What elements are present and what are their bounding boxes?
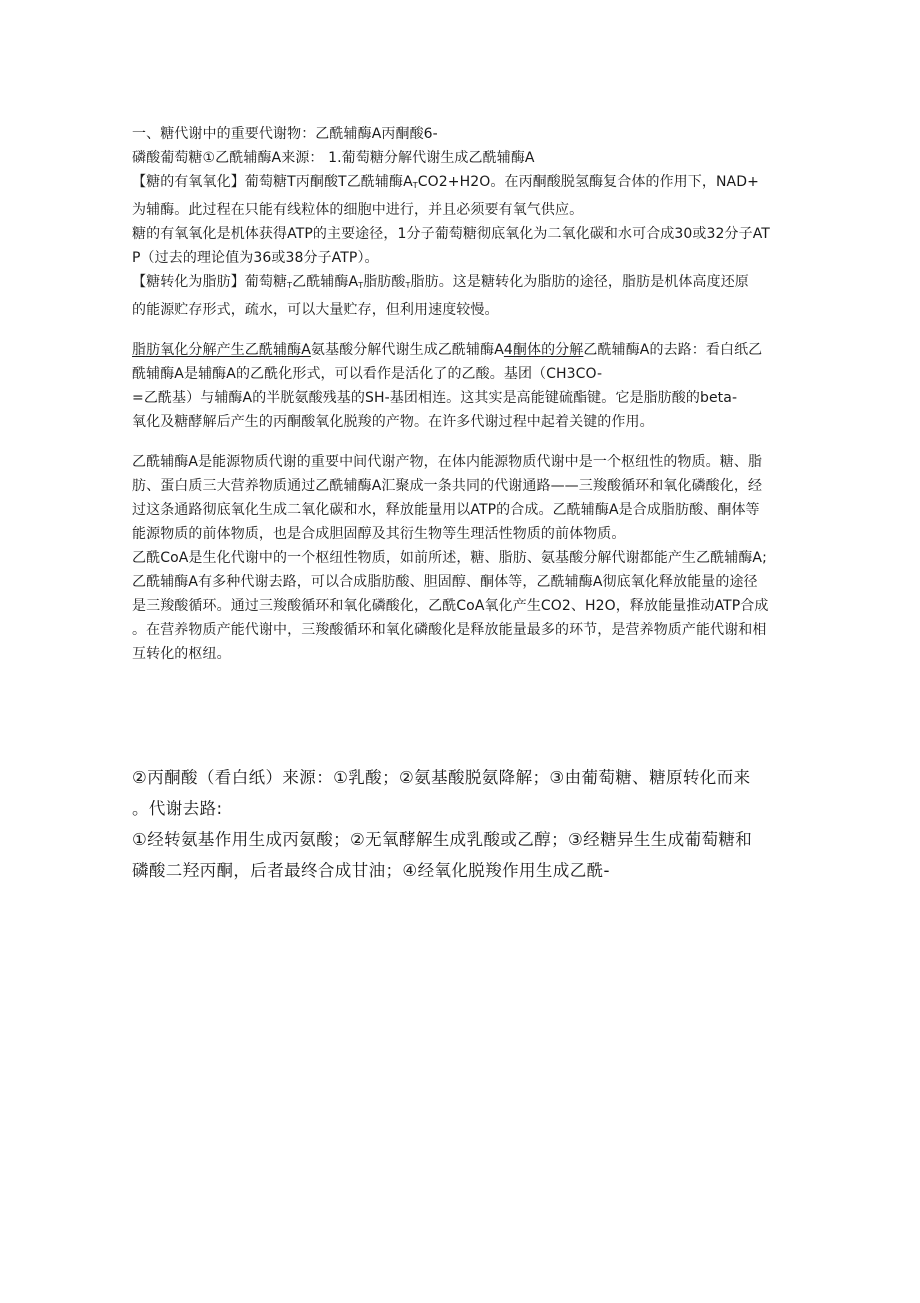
hub-line-5: 乙酰CoA是生化代谢中的一个枢纽性物质，如前所述，糖、脂肪、氨基酸分解代谢都能产生乙酰辅酶A; bbox=[132, 550, 767, 566]
hub-line-4: 能源物质的前体物质，也是合成胆固醇及其衍生物等生理活性物质的前体物质。 bbox=[132, 526, 626, 542]
aerobic-line-1: 【糖的有氧氧化】葡萄糖T丙酮酸T乙酰辅酶$A_TCO2+H2O$。在丙酮酸脱氢酶复合体的作用下，NAD+ bbox=[132, 174, 759, 190]
pyruvate-line-3: ①经转氨基作用生成丙氨酸；②无氧酵解生成乳酸或乙醇；③经糖异生生成葡萄糖和 bbox=[132, 830, 753, 849]
hub-line-1: 乙酰辅酶A是能源物质代谢的重要中间代谢产物，在体内能源物质代谢中是一个枢纽性的物质。糖、脂 bbox=[132, 454, 763, 470]
fat-oxidation-link: 脂肪氧化分解产生乙酰辅酶A bbox=[132, 342, 311, 358]
sources-line-4: 氧化及糖酵解后产生的丙酮酸氧化脱羧的产物。在许多代谢过程中起着关键的作用。 bbox=[132, 414, 654, 430]
sources-line-1: 脂肪氧化分解产生乙酰辅酶A氨基酸分解代谢生成乙酰辅酶A4酮体的分解乙酰辅酶A的去路：看白纸乙 bbox=[132, 342, 763, 358]
hub-line-6: 乙酰辅酶A有多种代谢去路，可以合成脂肪酸、胆固醇、酮体等，乙酰辅酶A彻底氧化释放能量的途径 bbox=[132, 574, 758, 590]
hub-paragraph bbox=[132, 450, 782, 666]
document-page bbox=[132, 122, 782, 886]
pyruvate-section bbox=[132, 762, 782, 886]
sources-line-2: 酰辅酶A是辅酶A的乙酰化形式，可以看作是活化了的乙酸。基团（CH3CO- bbox=[132, 366, 603, 382]
aerobic-line-3: 糖的有氧氧化是机体获得ATP的主要途径，1分子葡萄糖彻底氧化为二氧化碳和水可合成30或32分子AT bbox=[132, 226, 770, 242]
hub-line-2: 肪、蛋白质三大营养物质通过乙酰辅酶A汇聚成一条共同的代谢通路——三羧酸循环和氧化磷酸化，经 bbox=[132, 478, 763, 494]
fat-line-1: 【糖转化为脂肪】葡萄糖$_T$乙酰辅酶$A_T$脂肪酸$_T$脂肪。这是糖转化为脂肪的途径，脂肪是机体高度还原 bbox=[132, 274, 749, 290]
hub-line-7: 是三羧酸循环。通过三羧酸循环和氧化磷酸化，乙酰CoA氧化产生CO2、H2O，释放能量推动ATP合成 bbox=[132, 598, 769, 614]
ketone-breakdown-link: 4酮体的分解 bbox=[503, 342, 584, 358]
fat-line-2: 的能源贮存形式，疏水，可以大量贮存，但利用速度较慢。 bbox=[132, 302, 499, 318]
hub-line-8: 。在营养物质产能代谢中，三羧酸循环和氧化磷酸化是释放能量最多的环节，是营养物质产能代谢和相 bbox=[132, 622, 767, 638]
section-heading: 一、糖代谢中的重要代谢物：乙酰辅酶A丙酮酸6- bbox=[132, 126, 438, 142]
sources-line-3: =乙酰基）与辅酶A的半胱氨酸残基的SH-基团相连。这其实是高能键硫酯键。它是脂肪酸的beta- bbox=[132, 390, 738, 406]
aerobic-line-2: 为辅酶。此过程在只能有线粒体的细胞中进行，并且必须要有氧气供应。 bbox=[132, 202, 584, 218]
aerobic-line-4: P（过去的理论值为36或38分子ATP）。 bbox=[132, 250, 379, 266]
pyruvate-line-4: 磷酸二羟丙酮，后者最终合成甘油；④经氧化脱羧作用生成乙酰- bbox=[132, 861, 610, 880]
pyruvate-line-2: 。代谢去路: bbox=[132, 799, 223, 818]
sources-paragraph bbox=[132, 338, 782, 434]
pyruvate-line-1: ②丙酮酸（看白纸）来源：①乳酸；②氨基酸脱氨降解；③由葡萄糖、糖原转化而来 bbox=[132, 768, 751, 787]
hub-line-3: 过这条通路彻底氧化生成二氧化碳和水，释放能量用以ATP的合成。乙酰辅酶A是合成脂肪酸、酮体等 bbox=[132, 502, 760, 518]
section-source-line: 磷酸葡萄糖①乙酰辅酶A来源： 1.葡萄糖分解代谢生成乙酰辅酶A bbox=[132, 150, 535, 166]
hub-line-9: 互转化的枢纽。 bbox=[132, 646, 231, 662]
